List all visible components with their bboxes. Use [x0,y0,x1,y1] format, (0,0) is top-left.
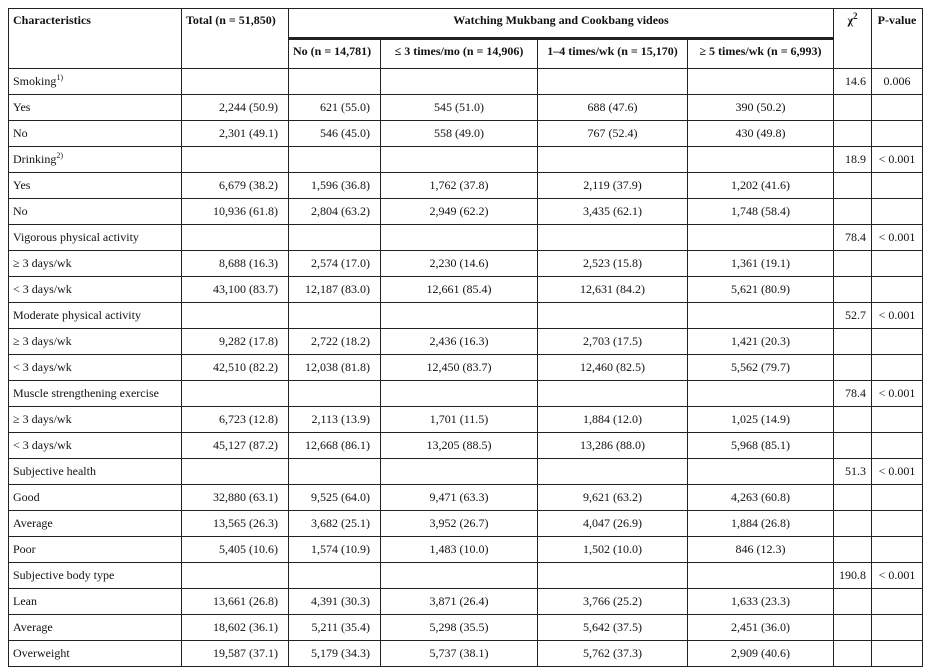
chi-square-value [834,251,872,277]
section-label [9,225,182,251]
chi-square-value [834,355,872,381]
section-label [9,381,182,407]
table-cell: 45,127 (87.2) [182,433,289,459]
table-cell: 2,909 (40.6) [688,641,834,667]
row-label [9,589,182,615]
chi-square-value [834,277,872,303]
table-row [9,511,923,537]
row-label [9,199,182,225]
table-row [9,121,923,147]
data-table [8,8,923,667]
row-label [9,173,182,199]
table-cell: 5,762 (37.3) [538,641,688,667]
table-cell [289,563,381,589]
table-section-row [9,69,923,95]
table-cell: 1,884 (26.8) [688,511,834,537]
chi-square-value [834,485,872,511]
table-row [9,641,923,667]
table-cell [688,459,834,485]
table-cell [688,147,834,173]
table-cell [182,459,289,485]
table-cell [688,303,834,329]
row-label [9,277,182,303]
table-cell [182,563,289,589]
section-label [9,303,182,329]
p-value: < 0.001 [872,563,923,589]
chi-square-value [834,329,872,355]
table-section-row [9,147,923,173]
label-text: Vigorous physical activity [13,230,139,244]
table-row [9,433,923,459]
p-value: 0.006 [872,69,923,95]
table-cell: 390 (50.2) [688,95,834,121]
table-cell: 1,884 (12.0) [538,407,688,433]
table-cell: 13,565 (26.3) [182,511,289,537]
row-label [9,95,182,121]
table-cell: 3,766 (25.2) [538,589,688,615]
p-value [872,485,923,511]
table-cell: 1,762 (37.8) [381,173,538,199]
chi-square-value [834,173,872,199]
section-label [9,147,182,173]
table-body [9,69,923,667]
table-cell: 9,471 (63.3) [381,485,538,511]
table-row [9,407,923,433]
table-cell: 5,562 (79.7) [688,355,834,381]
table-cell: 1,596 (36.8) [289,173,381,199]
table-cell: 12,661 (85.4) [381,277,538,303]
chi-symbol: χ [847,13,854,27]
table-cell: 1,748 (58.4) [688,199,834,225]
table-cell [182,381,289,407]
p-value [872,251,923,277]
header-sub-no: No (n = 14,781) [289,39,381,69]
table-row [9,95,923,121]
table-cell: 3,871 (26.4) [381,589,538,615]
chi-square-value [834,641,872,667]
table-cell [538,563,688,589]
table-row [9,615,923,641]
table-cell: 621 (55.0) [289,95,381,121]
table-cell: 12,038 (81.8) [289,355,381,381]
row-label [9,511,182,537]
p-value [872,537,923,563]
table-cell [538,225,688,251]
p-value [872,615,923,641]
table-cell [289,225,381,251]
table-section-row [9,225,923,251]
table-cell: 558 (49.0) [381,121,538,147]
table-cell: 3,682 (25.1) [289,511,381,537]
p-value [872,277,923,303]
table-cell [688,563,834,589]
table-cell: 13,205 (88.5) [381,433,538,459]
label-text: No [13,126,28,140]
table-cell [289,459,381,485]
header-group: Watching Mukbang and Cookbang videos [289,9,834,39]
p-value [872,433,923,459]
table-cell: 2,244 (50.9) [182,95,289,121]
table-cell: 2,230 (14.6) [381,251,538,277]
chi-square-value [834,95,872,121]
table-cell [182,147,289,173]
table-cell: 430 (49.8) [688,121,834,147]
table-cell: 18,602 (36.1) [182,615,289,641]
header-sub-frequent: ≥ 5 times/wk (n = 6,993) [688,39,834,69]
table-cell: 767 (52.4) [538,121,688,147]
table-cell: 32,880 (63.1) [182,485,289,511]
label-text: Yes [13,178,31,192]
header-characteristics: Characteristics [9,9,182,69]
label-text: ≥ 3 days/wk [13,334,72,348]
table-cell [688,381,834,407]
table-cell: 4,047 (26.9) [538,511,688,537]
header-total: Total (n = 51,850) [182,9,289,69]
label-text: Yes [13,100,31,114]
table-row [9,355,923,381]
table-cell: 8,688 (16.3) [182,251,289,277]
table-cell: 1,633 (23.3) [688,589,834,615]
chi-square-value [834,589,872,615]
label-text: No [13,204,28,218]
label-text: Subjective body type [13,568,115,582]
chi-square-value [834,537,872,563]
table-cell: 12,460 (82.5) [538,355,688,381]
row-label [9,615,182,641]
table-cell: 1,025 (14.9) [688,407,834,433]
table-cell [381,381,538,407]
table-cell: 846 (12.3) [688,537,834,563]
label-text: Average [13,620,53,634]
table-cell: 546 (45.0) [289,121,381,147]
row-label [9,329,182,355]
table-cell: 3,952 (26.7) [381,511,538,537]
row-label [9,251,182,277]
table-cell: 2,451 (36.0) [688,615,834,641]
table-cell: 4,263 (60.8) [688,485,834,511]
p-value [872,407,923,433]
footnote-marker: 1) [56,73,64,82]
table-cell [538,381,688,407]
table-cell: 2,119 (37.9) [538,173,688,199]
table-cell: 545 (51.0) [381,95,538,121]
table-cell: 5,211 (35.4) [289,615,381,641]
label-text: Average [13,516,53,530]
p-value [872,173,923,199]
table-cell: 1,701 (11.5) [381,407,538,433]
table-cell: 2,574 (17.0) [289,251,381,277]
table-cell: 2,113 (13.9) [289,407,381,433]
table-cell: 1,361 (19.1) [688,251,834,277]
table-cell: 1,202 (41.6) [688,173,834,199]
label-text: < 3 days/wk [13,282,72,296]
chi-square-value: 78.4 [834,225,872,251]
table-cell: 688 (47.6) [538,95,688,121]
p-value [872,589,923,615]
label-text: Overweight [13,646,70,660]
table-cell [289,303,381,329]
chi-square-value [834,121,872,147]
row-label [9,407,182,433]
table-cell: 6,723 (12.8) [182,407,289,433]
table-row [9,485,923,511]
label-text: < 3 days/wk [13,360,72,374]
table-cell [688,69,834,95]
table-cell: 10,936 (61.8) [182,199,289,225]
label-text: < 3 days/wk [13,438,72,452]
p-value: < 0.001 [872,147,923,173]
label-text: Subjective health [13,464,96,478]
table-cell: 9,282 (17.8) [182,329,289,355]
table-cell [381,69,538,95]
table-cell [381,225,538,251]
table-cell: 2,301 (49.1) [182,121,289,147]
chi-square-value [834,407,872,433]
table-section-row [9,381,923,407]
chi-square-value: 51.3 [834,459,872,485]
table-cell: 2,703 (17.5) [538,329,688,355]
chi-square-value: 190.8 [834,563,872,589]
table-cell [289,69,381,95]
chi-square-value [834,615,872,641]
table-row [9,251,923,277]
table-cell: 1,574 (10.9) [289,537,381,563]
label-text: Lean [13,594,37,608]
table-cell: 1,502 (10.0) [538,537,688,563]
label-text: Drinking [13,152,57,166]
table-cell: 5,179 (34.3) [289,641,381,667]
table-cell [381,563,538,589]
row-label [9,485,182,511]
table-section-row [9,303,923,329]
table-cell [538,147,688,173]
p-value [872,199,923,225]
table-cell [538,303,688,329]
p-value: < 0.001 [872,459,923,485]
table-cell: 9,621 (63.2) [538,485,688,511]
chi-square-value [834,199,872,225]
label-text: Good [13,490,40,504]
table-cell: 1,421 (20.3) [688,329,834,355]
table-cell [381,459,538,485]
row-label [9,433,182,459]
label-text: ≥ 3 days/wk [13,256,72,270]
row-label [9,121,182,147]
p-value: < 0.001 [872,381,923,407]
chi-square-value: 78.4 [834,381,872,407]
table-cell: 12,450 (83.7) [381,355,538,381]
p-value [872,329,923,355]
table-cell: 2,722 (18.2) [289,329,381,355]
chi-square-value [834,511,872,537]
table-cell: 12,631 (84.2) [538,277,688,303]
chi-square-value: 52.7 [834,303,872,329]
chi-square-value: 14.6 [834,69,872,95]
p-value [872,355,923,381]
table-cell: 2,436 (16.3) [381,329,538,355]
section-label [9,69,182,95]
chi-superscript: 2 [853,11,858,21]
table-section-row [9,563,923,589]
table-cell: 2,804 (63.2) [289,199,381,225]
table-cell: 5,642 (37.5) [538,615,688,641]
table-cell: 5,621 (80.9) [688,277,834,303]
header-pvalue: P-value [872,9,923,69]
table-section-row [9,459,923,485]
row-label [9,641,182,667]
table-cell: 12,187 (83.0) [289,277,381,303]
section-label [9,459,182,485]
table-cell: 43,100 (83.7) [182,277,289,303]
table-cell [289,381,381,407]
table-cell [688,225,834,251]
p-value: < 0.001 [872,225,923,251]
table-cell: 9,525 (64.0) [289,485,381,511]
table-cell [381,303,538,329]
table-cell: 13,661 (26.8) [182,589,289,615]
table-cell [182,225,289,251]
label-text: ≥ 3 days/wk [13,412,72,426]
table-cell [538,459,688,485]
table-cell: 5,968 (85.1) [688,433,834,459]
table-cell [182,303,289,329]
table-cell [182,69,289,95]
table-cell: 19,587 (37.1) [182,641,289,667]
p-value [872,511,923,537]
table-cell: 12,668 (86.1) [289,433,381,459]
table-row [9,199,923,225]
table-cell [381,147,538,173]
header-sub-weekly: 1–4 times/wk (n = 15,170) [538,39,688,69]
chi-square-value [834,433,872,459]
table-cell: 5,405 (10.6) [182,537,289,563]
table-cell: 3,435 (62.1) [538,199,688,225]
table-row [9,277,923,303]
table-cell [289,147,381,173]
p-value [872,121,923,147]
p-value [872,641,923,667]
table-row [9,329,923,355]
footnote-marker: 2) [56,151,64,160]
chi-square-value: 18.9 [834,147,872,173]
table-cell [538,69,688,95]
table-row [9,173,923,199]
label-text: Muscle strengthening exercise [13,386,159,400]
table-cell: 6,679 (38.2) [182,173,289,199]
header-chi-square [834,9,872,69]
table-cell: 5,737 (38.1) [381,641,538,667]
table-cell: 5,298 (35.5) [381,615,538,641]
table-row [9,589,923,615]
table-cell: 42,510 (82.2) [182,355,289,381]
row-label [9,537,182,563]
label-text: Poor [13,542,36,556]
p-value [872,95,923,121]
table-row [9,537,923,563]
row-label [9,355,182,381]
table-cell: 2,949 (62.2) [381,199,538,225]
table-cell: 2,523 (15.8) [538,251,688,277]
section-label [9,563,182,589]
p-value: < 0.001 [872,303,923,329]
table-cell: 13,286 (88.0) [538,433,688,459]
label-text: Moderate physical activity [13,308,141,322]
table-cell: 1,483 (10.0) [381,537,538,563]
header-sub-monthly: ≤ 3 times/mo (n = 14,906) [381,39,538,69]
table-cell: 4,391 (30.3) [289,589,381,615]
label-text: Smoking [13,74,57,88]
